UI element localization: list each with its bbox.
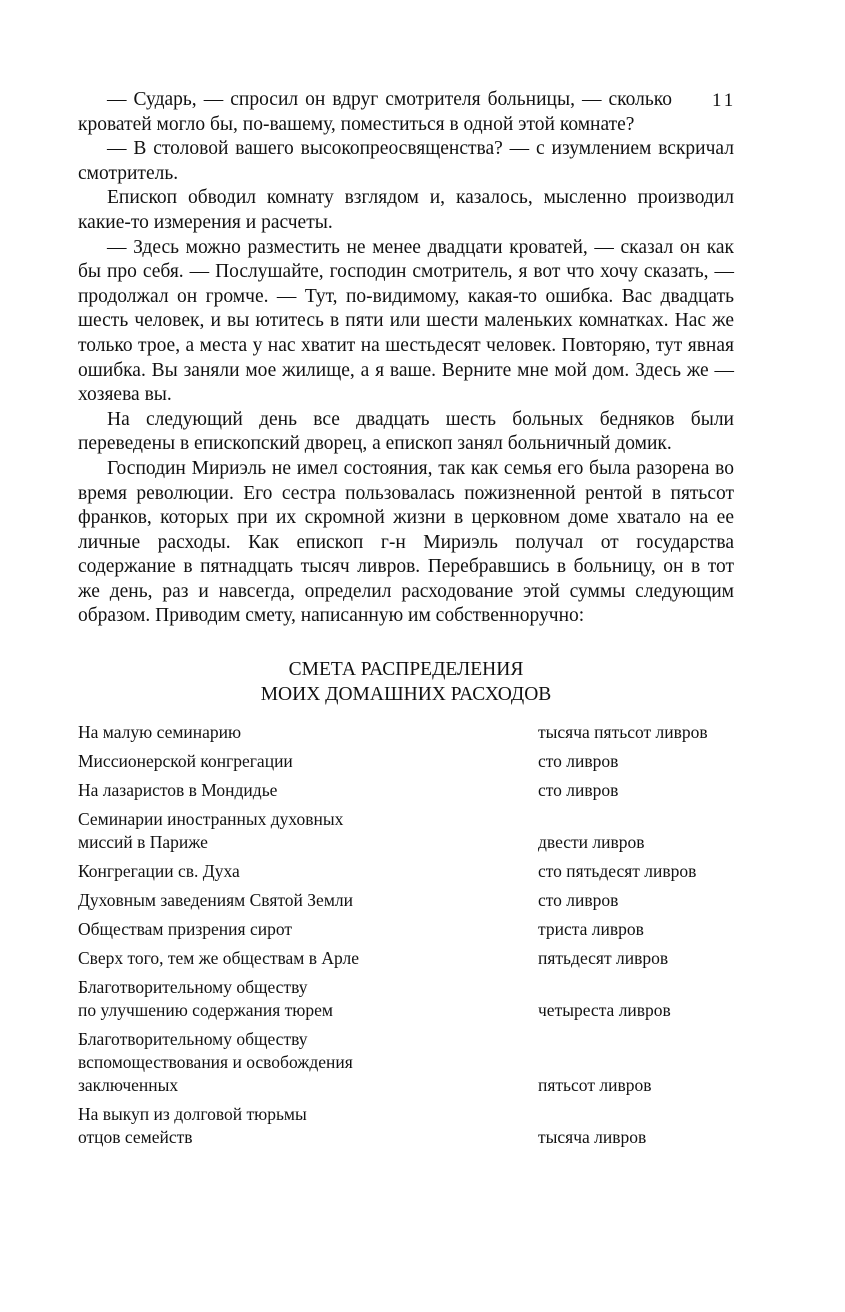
budget-amount: пятьдесят ливров: [538, 948, 669, 969]
budget-item: Семинарии иностранных духовных миссий в Париже: [78, 809, 344, 853]
budget-row: [78, 947, 734, 970]
paragraph: — В столовой вашего высокопреосвященства? — с изумлением вскричал смотритель.: [78, 138, 734, 184]
budget-amount: двести ливров: [538, 832, 645, 853]
budget-amount: сто ливров: [538, 751, 619, 772]
budget-title-line: МОИХ ДОМАШНИХ РАСХОДОВ: [260, 684, 552, 706]
budget-row: [78, 918, 734, 941]
budget-row: [78, 750, 734, 773]
budget-row: [78, 860, 734, 883]
paragraph: Епископ обводил комнату взглядом и, казалось, мысленно производил какие-то измерения и расчеты.: [78, 187, 734, 233]
budget-item: Конгрегации св. Духа: [78, 861, 240, 882]
budget-item: Сверх того, тем же обществам в Арле: [78, 948, 360, 969]
budget-amount: сто пятьдесят ливров: [538, 861, 697, 882]
paragraph: Господин Мириэль не имел состояния, так как семья его была разорена во время революции. Его сестра пользовалась пожизненной рентой в пятьсот франков, которых при их скромной жизни в церковном доме хватало на ее личные расходы. Как епископ г-н Мириэль получал от государства содержание в пятнадцать тысяч ливров. Перебравшись в больницу, он в тот же день, раз и навсегда, определил расходование этой суммы следующим образом. Приводим смету, написанную им собственноручно:: [78, 457, 734, 627]
budget-item: Благотворительному обществу по улучшению содержания тюрем: [78, 977, 333, 1021]
page-number: 11: [712, 90, 737, 111]
budget-item: На выкуп из долговой тюрьмы отцов семейств: [78, 1104, 307, 1148]
budget-item: Миссионерской конгрегации: [78, 751, 293, 772]
budget-row: [78, 721, 734, 744]
budget-row: [78, 976, 734, 1022]
budget-row: [78, 1028, 734, 1097]
budget-amount: четыреста ливров: [538, 1000, 671, 1021]
budget-item: На малую семинарию: [78, 722, 242, 743]
budget-table: [78, 721, 734, 1149]
paragraph: — Здесь можно разместить не менее двадцати кроватей, — сказал он как бы про себя. — Послушайте, господин смотритель, я вот что хочу сказать, — продолжал он громче. — Тут, по-видимому, какая-то ошибка. Вас двадцать шесть человек, и вы ютитесь в пяти или шести маленьких комнатках. Нас же только трое, а места у нас хватит на шестьдесят человек. Повторяю, тут явная ошибка. Вы заняли мое жилище, а я ваше. Верните мне мой дом. Здесь же — хозяева вы.: [78, 236, 734, 406]
paragraph: На следующий день все двадцать шесть больных бедняков были переведены в епископский дворец, а епископ занял больничный домик.: [78, 408, 734, 455]
budget-row: [78, 889, 734, 912]
budget-item: На лазаристов в Мондидье: [78, 780, 278, 801]
budget-amount: триста ливров: [538, 919, 644, 940]
budget-item: Духовным заведениям Святой Земли: [78, 890, 354, 911]
budget-item: Обществам призрения сирот: [78, 919, 292, 940]
budget-item: Благотворительному обществу вспомоществования и освобождения заключенных: [78, 1029, 353, 1096]
budget-row: [78, 1103, 734, 1149]
budget-amount: пятьсот ливров: [538, 1075, 652, 1096]
page-body: [78, 88, 737, 1155]
budget-amount: тысяча пятьсот ливров: [538, 722, 708, 743]
paragraph: — Сударь, — спросил он вдруг смотрителя больницы, — сколько кроватей могло бы, по-вашему, поместиться в одной этой комнате?: [78, 89, 672, 135]
budget-amount: тысяча ливров: [538, 1127, 647, 1148]
budget-row: [78, 779, 734, 802]
budget-title-line: СМЕТА РАСПРЕДЕЛЕНИЯ: [288, 659, 524, 681]
budget-heading: [78, 657, 734, 707]
body-text: [78, 88, 737, 629]
budget-amount: сто ливров: [538, 890, 619, 911]
budget-amount: сто ливров: [538, 780, 619, 801]
budget-row: [78, 808, 734, 854]
